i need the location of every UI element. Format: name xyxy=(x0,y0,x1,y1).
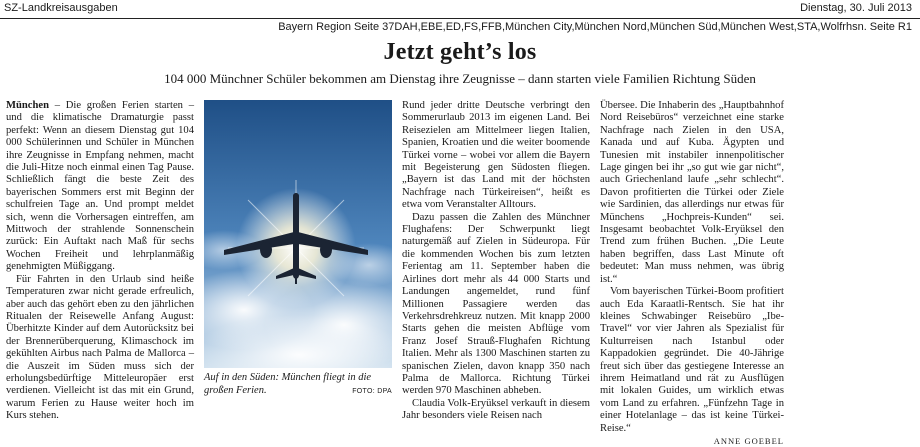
dateline: München xyxy=(6,100,49,111)
paragraph: Claudia Volk-Eryüksel verkauft in diesem Jahr besonders viele Reisen nach xyxy=(402,397,590,422)
photo-caption: Auf in den Süden: München fliegt in die großen Ferien. xyxy=(204,372,372,396)
paragraph: Übersee. Die Inhaberin des „Hauptbahnhof Nord Reisebüros“ verzeichnet eine starke Nachfrage nach Zielen in den USA, Kanada und auf Kuba. Ägypten und Tunesien mit instabiler innenpolitischer Lage gingen bei ihr „so gut wie gar nicht“, auch Griechenland laufe „sehr schlecht“. Davon profitierten die Türkei oder Ziele wie Sardinien, das allerdings nur etwas für Münchens „Hochpreis-Kunden“ sei. Insgesamt beobachtet Volk-Eryüksel den Trend zum frühen Buchen. „Die Leute haben begriffen, dass Last Minute oft bedeutet: Man muss nehmen, was übrig ist.“ xyxy=(600,100,784,285)
article-column-3 xyxy=(402,100,590,423)
subheadline: 104 000 Münchner Schüler bekommen am Dienstag ihre Zeugnisse – dann starten viele Familien Richtung Süden xyxy=(164,71,756,86)
airplane-photo-image xyxy=(204,100,392,368)
article-column-4 xyxy=(600,100,784,447)
page-header xyxy=(0,0,920,19)
article-photo xyxy=(204,100,392,368)
paragraph xyxy=(6,100,194,274)
article-column-1 xyxy=(6,100,194,423)
photo-credit: FOTO: DPA xyxy=(352,388,392,395)
paragraph: Für Fahrten in den Urlaub sind heiße Temperaturen zwar nicht gerade erfreulich, aber auch das gehört eben zu den jährlichen Ritualen der Reisewelle Anfang August: Überhitzte Kinder auf dem Autorücksitz bei der Brennerüberquerung, Klimaschock im gekühlten Airbus nach Palma de Mallorca – die Auszeit im Süden muss sich der erholungsbedürftige Mitteleuropäer erst verdienen. Vielleicht ist das mit ein Grund, warum Ferien zu Hause weiter hoch im Kurs stehen. xyxy=(6,273,194,422)
paragraph: Dazu passen die Zahlen des Münchner Flughafens: Der Schwerpunkt liegt naturgemäß auf Zielen in Südeuropa. Für die kommenden Wochen bis zum letzten Ferientag am 11. September haben die Airlines dort mehr als 44 000 Starts und Landungen angemeldet, rund fünf Millionen Passagiere werden das Verkehrsdrehkreuz nutzen. Mit knapp 2000 Starts gehen die meisten Abflüge vom Franz Josef Strauß-Flughafen Richtung Italien. Mehr als 1300 Maschinen starten zu spanischen Zielen, davon knapp 350 nach Palma de Mallorca. Richtung Türkei werden 970 Maschinen abheben. xyxy=(402,211,590,397)
headline: Jetzt geht’s los xyxy=(383,39,537,65)
paragraph-text: – Die großen Ferien starten – und die klimatische Dramaturgie passt perfekt: Wenn an diesem Dienstag gut 104 000 Schülerinnen und Schüler in München ihre Zeugnisse in Empfang nehmen, macht die Juli-Hitze noch einmal einen Tag Pause. Schließlich fängt die beste Zeit des bayerischen Sommers erst mit Beginn der schulfreien Tage an. Und prompt meldet sich, wenn die Vorhersagen eintreffen, am Mittwoch der strahlende Sonnenschein zurück: Ein Auftakt nach Maß für sechs Wochen Freiheit und lehrplanmäßig genehmigten Müßiggang. xyxy=(6,100,194,273)
section-label: SZ-Landkreisausgaben xyxy=(4,2,118,14)
edition-info: Bayern Region Seite 37DAH,EBE,ED,FS,FFB,München City,München Nord,München Süd,München West,STA,Wolfrhsn. Seite R1 xyxy=(278,21,912,33)
issue-date: Dienstag, 30. Juli 2013 xyxy=(800,2,912,14)
paragraph: Rund jeder dritte Deutsche verbringt den Sommerurlaub 2013 im eigenen Land. Bei Reisezielen am Mittelmeer liegen Italien, Spanien, Kroatien und die weiter boomende Türkei vorne – wobei vor allem die Bayern mit Begeisterung gen Südosten fliegen. „Bayern ist das Land mit der höchsten Nachfrage nach Türkeireisen“, heißt es etwa vom Veranstalter Alltours. xyxy=(402,100,590,211)
paragraph: Vom bayerischen Türkei-Boom profitiert auch Eda Karaatli-Rentsch. Sie hat ihr kleines Schwabinger Reisebüro „Ibe-Travel“ vor vier Jahren als Spezialist für Kulturreisen nach Istanbul oder Kappadokien gegründet. Die 40-Jährige freut sich über das gestiegene Interesse an ihrem Heimatland und rät zu Ausflügen mit lokalen Guides, um wirklich etwas vom Land zu erfahren. „Fünfzehn Tage in einer Hotelanlage – das ist keine Türkei-Reise.“ xyxy=(600,286,784,434)
author-byline: ANNE GOEBEL xyxy=(713,435,784,446)
